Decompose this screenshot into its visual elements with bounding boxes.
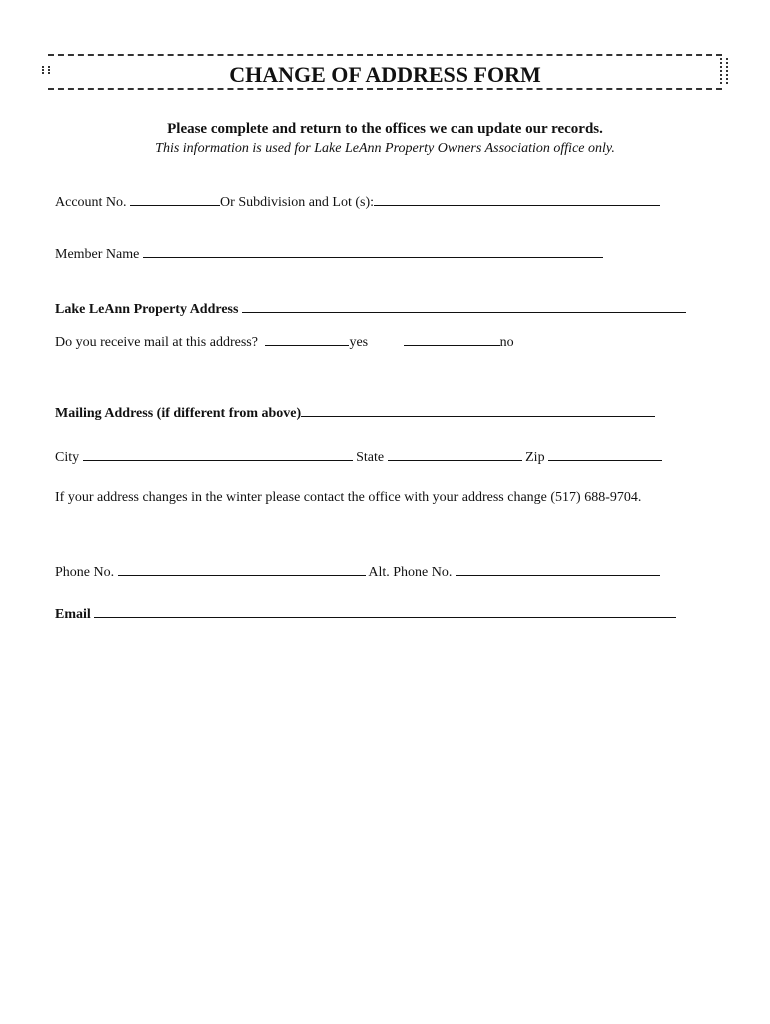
yes-label: yes [349,335,369,350]
email-label: Email [55,607,91,622]
alt-phone-label: Alt. Phone No. [368,565,453,580]
account-row [55,193,660,211]
alt-phone-field[interactable] [456,563,660,576]
receive-mail-no-field[interactable] [404,333,500,346]
zip-label: Zip [525,450,545,465]
zip-field[interactable] [548,448,662,461]
receive-mail-question: Do you receive mail at this address? [55,335,258,350]
receive-mail-row [55,333,514,351]
account-no-field[interactable] [130,193,220,206]
winter-note: If your address changes in the winter please contact the office with your address change (517) 688-9704. [55,490,642,505]
title-banner [48,54,722,90]
state-label: State [356,450,385,465]
phone-field[interactable] [118,563,366,576]
city-label: City [55,450,80,465]
subdivision-lot-label: Or Subdivision and Lot (s): [220,195,375,210]
member-name-row [55,245,603,263]
receive-mail-yes-field[interactable] [265,333,349,346]
property-address-row [55,300,686,318]
property-address-field[interactable] [242,300,686,313]
instructions-text: Please complete and return to the offices we can update our records. [167,121,603,137]
email-row [55,605,676,623]
account-no-label: Account No. [55,195,127,210]
no-label: no [499,335,514,350]
phone-label: Phone No. [55,565,115,580]
mailing-address-field[interactable] [301,404,655,417]
form-title: CHANGE OF ADDRESS FORM [229,62,541,87]
office-use-note: This information is used for Lake LeAnn Property Owners Association office only. [155,141,615,156]
state-field[interactable] [388,448,522,461]
property-address-label: Lake LeAnn Property Address [55,302,239,317]
mailing-address-row [55,404,655,422]
phone-row [55,563,660,581]
city-state-zip-row [55,448,662,466]
email-field[interactable] [94,605,676,618]
member-name-field[interactable] [143,245,603,258]
subdivision-lot-field[interactable] [374,193,660,206]
member-name-label: Member Name [55,247,140,262]
mailing-address-label: Mailing Address (if different from above) [55,406,302,421]
city-field[interactable] [83,448,353,461]
